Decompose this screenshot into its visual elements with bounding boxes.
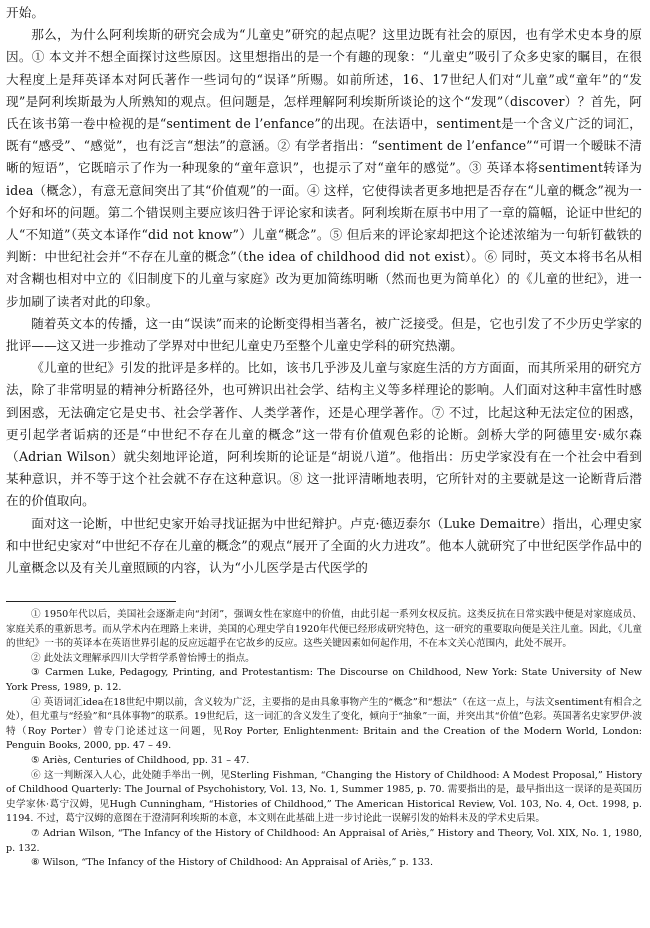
footnote-text: Carmen Luke, Pedagogy, Printing, and Protestantism: The Discourse on Childhood, New York: State University of New York Press, 1989, p. 12. [6, 667, 642, 693]
footnote-text: Adrian Wilson, “The Infancy of the History of Childhood: An Appraisal of Ariès,” History and Theory, Vol. XIX, No. 1, 1980, p. 132. [6, 827, 642, 854]
footnote-mark: ⑤ [30, 754, 40, 766]
main-body-text [6, 2, 642, 579]
footnote-text: Wilson, “The Infancy of the History of Childhood: An Appraisal of Ariès,” p. 133. [42, 857, 434, 869]
footnote-text: 1950年代以后，美国社会逐渐走向“封闭”，强调女性在家庭中的价值，由此引起一系列女权反抗。这类反抗在日常实践中便是对家庭成员、家庭关系的重新思考。而从学术内在理路上来讲，美国的心理史学自1920年代便已经形成研究特色，这一研究的重要取向便是关注儿童。因此，《儿童的世纪》一书的英译本在英语世界引起的反应远超乎在它故乡的反应。这些关键因素如何起作用，不在本文关心范围内，此处不展开。 [6, 609, 642, 650]
footnote-6 [6, 769, 642, 827]
footnote-1 [6, 608, 642, 652]
footnote-divider [6, 601, 176, 602]
footnote-8 [6, 856, 642, 871]
footnote-mark: ③ [30, 667, 41, 679]
footnotes-section [6, 601, 642, 871]
footnote-mark: ⑧ [30, 857, 40, 869]
footnote-mark: ⑦ [30, 827, 40, 839]
paragraph-3: 《儿童的世纪》引发的批评是多样的。比如，该书几乎涉及儿童与家庭生活的方方面面，而其所采用的研究方法，除了非常明显的精神分析路径外，也可辨识出社会学、结构主义等多样理论的影响。人们面对这种丰富性时感到困惑，无法确定它是史书、社会学著作、人类学著作，还是心理学著作。⑦ 不过，比起这种无法定位的困惑，更引起学者诟病的还是“中世纪不存在儿童的概念”这一带有价值观色彩的论断。剑桥大学的阿德里安·威尔森（Adrian Wilson）就尖刻地评论道，阿利埃斯的论证是“胡说八道”。他指出：历史学家没有在一个社会中看到某种意识，并不等于这个社会就不存在这种意识。⑧ 这一批评清晰地表明，它所针对的主要就是这一论断背后潜在的价值取向。 [6, 360, 642, 509]
footnote-text: 此处法文理解承四川大学哲学系曾怡博士的指点。 [43, 652, 255, 664]
footnote-5 [6, 754, 642, 769]
footnote-mark: ① [30, 609, 41, 620]
paragraph-4: 面对这一论断，中世纪史家开始寻找证据为中世纪辩护。卢克·德迈泰尔（Luke Demaitre）指出，心理史家和中世纪史家对“中世纪不存在儿童的概念”的观点“展开了全面的火力进攻”。他本人就研究了中世纪医学作品中的儿童概念以及有关儿童照顾的内容，认为“小儿医学是古代医学的 [6, 515, 642, 576]
footnote-mark: ⑥ [30, 769, 41, 781]
footnote-2 [6, 652, 642, 667]
footnote-text: Ariès, Centuries of Childhood, pp. 31 – 47. [42, 754, 250, 766]
paragraph-1: 那么，为什么阿利埃斯的研究会成为“儿童史”研究的起点呢？这里边既有社会的原因，也有学术史本身的原因。① 本文并不想全面探讨这些原因。这里想指出的是一个有趣的现象：“儿童史”吸引了众多史家的瞩目，在很大程度上是拜英译本对阿氏著作一些词句的“误译”所赐。如前所述，16、17世纪人们对“儿童”或“童年”的“发现”是阿利埃斯最为人所熟知的观点。但问题是，怎样理解阿利埃斯所谈论的这个“发现”（discover）？首先，阿氏在该书第一卷中检视的是“sentiment de l’enfance”的出现。在法语中，sentiment是一个含义广泛的词汇，既有“感受”、“感觉”，也有泛言“想法”的意涵。② 有学者指出：“sentiment de l’enfance”“可谓一个暧昧不清晰的短语”，它既暗示了作为一种现象的“童年意识”，也提示了对“童年的感觉”。③ 英译本将sentiment转译为idea（概念），有意无意间突出了其“价值观”的一面。④ 这样，它使得读者更多地把是否存在“儿童的概念”视为一个好和坏的问题。第二个错误则主要应该归咎于评论家和读者。阿利埃斯在原书中用了一章的篇幅，论证中世纪的人“不知道”（英文本译作“did not know”）儿童“概念”。⑤ 但后来的评论家却把这个论述浓缩为一句斩钉截铁的判断：中世纪社会并“不存在儿童的概念”（the idea of childhood did not exist）。⑥ 同时，英文本将书名从相对含糊也相对中立的《旧制度下的儿童与家庭》改为更加简练明晰（然而也更为简单化）的《儿童的世纪》，进一步加刷了读者对此的印象。 [6, 27, 642, 309]
paragraph-2: 随着英文本的传播，这一由“误读”而来的论断变得相当著名，被广泛接受。但是，它也引发了不少历史学家的批评——这又进一步推动了学界对中世纪儿童史乃至整个儿童史学科的研究热潮。 [6, 315, 642, 354]
footnote-mark: ② [30, 652, 41, 664]
paragraph-continuation: 开始。 [6, 5, 45, 20]
footnote-text: 这一判断深入人心，此处随手举出一例，见Sterling Fishman, “Changing the History of Childhood: A Modest Proposal,” History of Childhood Quarterly: The Journal of Psychohistory, Vol. 13, No. 1, Summer 1985, p. 70. 需要指出的是，最早指出这一误译的是英国历史学家休·葛宁汉姆，见Hugh Cunningham, “Histories of Childhood,” The American Historical Review, Vol. 103, No. 4, Oct. 1998, p. 1194. 不过，葛宁汉姆的意图在于澄清阿利埃斯的本意，本文则在此基础上进一步讨论此一误解引发的始料未及的学术史后果。 [6, 769, 642, 825]
footnote-3 [6, 666, 642, 695]
footnote-4 [6, 696, 642, 754]
footnote-7 [6, 827, 642, 856]
footnote-mark: ④ [30, 696, 41, 708]
footnote-text: 英语词汇idea在18世纪中期以前，含义较为广泛，主要指的是由具象事物产生的“概念”和“想法”（在这一点上，与法文sentiment有相合之处），但尤重与“经验”和“具体事物”的联系。19世纪后，这一词汇的含义发生了变化，倾向于“抽象”一面，并突出其“价值”色彩。英国著名史家罗伊·波特（Roy Porter）曾专门论述过这一问题，见Roy Porter, Enlightenment: Britain and the Creation of the Modern World, London: Penguin Books, 2000, pp. 47 – 49. [6, 696, 642, 752]
